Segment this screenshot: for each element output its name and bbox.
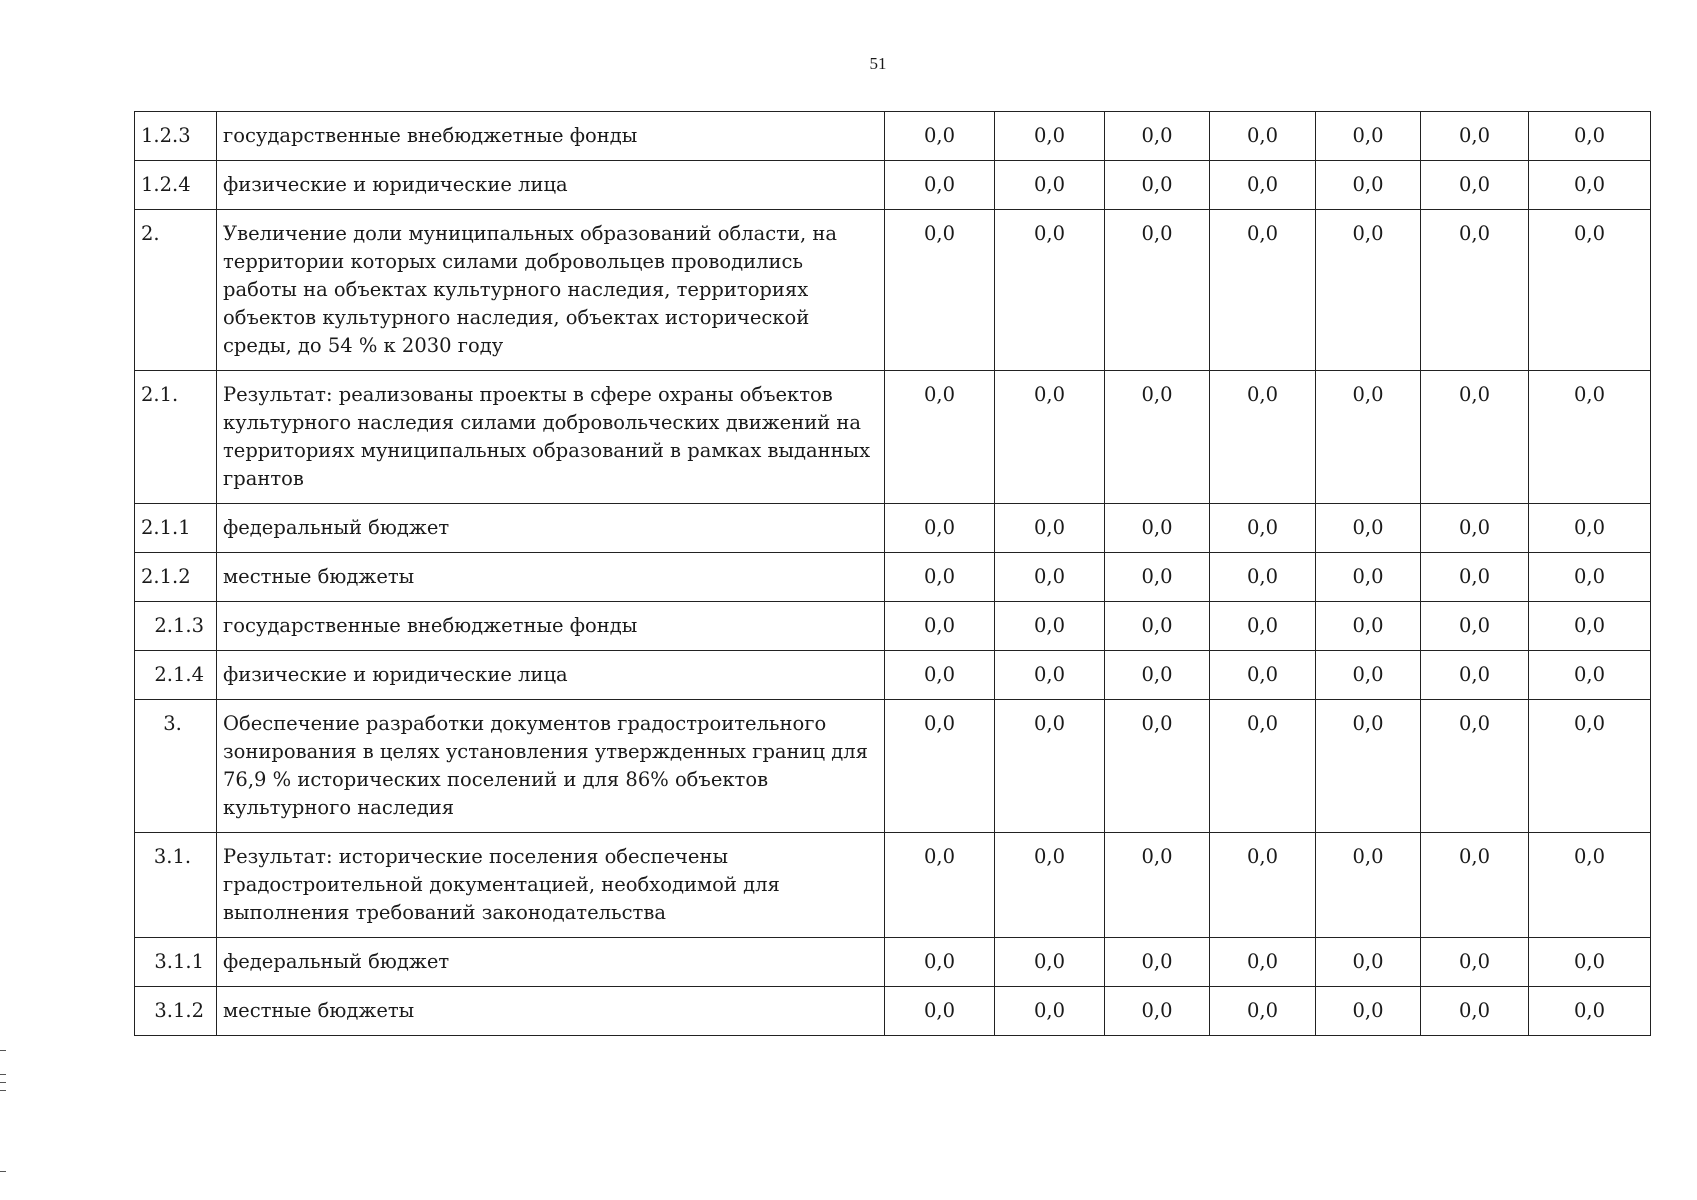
table-row <box>135 161 1651 210</box>
row-number: 2.1. <box>135 371 217 504</box>
value-cell: 0,0 <box>1529 371 1651 504</box>
value-cell: 0,0 <box>1421 938 1529 987</box>
value-cell: 0,0 <box>1421 553 1529 602</box>
value-cell: 0,0 <box>1105 371 1210 504</box>
table-row <box>135 112 1651 161</box>
value-cell: 0,0 <box>1210 602 1316 651</box>
row-number: 3.1. <box>135 833 217 938</box>
value-cell: 0,0 <box>885 700 995 833</box>
scan-mark <box>0 1171 6 1172</box>
value-cell: 0,0 <box>1105 112 1210 161</box>
value-cell: 0,0 <box>1529 504 1651 553</box>
value-cell: 0,0 <box>1421 161 1529 210</box>
row-number: 2.1.4 <box>135 651 217 700</box>
value-cell: 0,0 <box>995 833 1105 938</box>
value-cell: 0,0 <box>1316 938 1421 987</box>
row-description: Увеличение доли муниципальных образований области, на территории которых силами добровольцев проводились работы на объектах культурного наследия, территориях объектов культурного наследия, объектах исторической среды, до 54 % к 2030 году <box>217 210 885 371</box>
value-cell: 0,0 <box>1316 987 1421 1036</box>
value-cell: 0,0 <box>1210 651 1316 700</box>
value-cell: 0,0 <box>1210 371 1316 504</box>
value-cell: 0,0 <box>1529 112 1651 161</box>
value-cell: 0,0 <box>1421 371 1529 504</box>
value-cell: 0,0 <box>1529 833 1651 938</box>
value-cell: 0,0 <box>995 504 1105 553</box>
table-row <box>135 602 1651 651</box>
value-cell: 0,0 <box>1316 833 1421 938</box>
value-cell: 0,0 <box>995 371 1105 504</box>
value-cell: 0,0 <box>1210 938 1316 987</box>
value-cell: 0,0 <box>1105 553 1210 602</box>
value-cell: 0,0 <box>1529 602 1651 651</box>
table-row <box>135 833 1651 938</box>
value-cell: 0,0 <box>1210 553 1316 602</box>
table-row <box>135 553 1651 602</box>
row-number: 2.1.3 <box>135 602 217 651</box>
value-cell: 0,0 <box>885 553 995 602</box>
value-cell: 0,0 <box>885 651 995 700</box>
value-cell: 0,0 <box>1105 504 1210 553</box>
value-cell: 0,0 <box>1316 112 1421 161</box>
value-cell: 0,0 <box>1316 602 1421 651</box>
value-cell: 0,0 <box>995 938 1105 987</box>
value-cell: 0,0 <box>885 112 995 161</box>
row-description: федеральный бюджет <box>217 938 885 987</box>
table-row <box>135 651 1651 700</box>
value-cell: 0,0 <box>1210 987 1316 1036</box>
row-description: физические и юридические лица <box>217 161 885 210</box>
row-number: 3.1.2 <box>135 987 217 1036</box>
scan-mark <box>0 1090 6 1091</box>
value-cell: 0,0 <box>995 210 1105 371</box>
table-row <box>135 210 1651 371</box>
row-description: местные бюджеты <box>217 553 885 602</box>
scan-mark <box>0 1074 6 1075</box>
value-cell: 0,0 <box>1421 504 1529 553</box>
value-cell: 0,0 <box>1210 210 1316 371</box>
row-number: 2.1.1 <box>135 504 217 553</box>
value-cell: 0,0 <box>1316 210 1421 371</box>
scan-mark <box>0 1050 6 1051</box>
row-description: государственные внебюджетные фонды <box>217 602 885 651</box>
value-cell: 0,0 <box>1105 602 1210 651</box>
value-cell: 0,0 <box>1421 210 1529 371</box>
row-description: местные бюджеты <box>217 987 885 1036</box>
value-cell: 0,0 <box>1529 987 1651 1036</box>
value-cell: 0,0 <box>1105 938 1210 987</box>
value-cell: 0,0 <box>1105 700 1210 833</box>
value-cell: 0,0 <box>1316 553 1421 602</box>
value-cell: 0,0 <box>1316 371 1421 504</box>
value-cell: 0,0 <box>1210 700 1316 833</box>
value-cell: 0,0 <box>995 112 1105 161</box>
value-cell: 0,0 <box>885 987 995 1036</box>
value-cell: 0,0 <box>1421 651 1529 700</box>
value-cell: 0,0 <box>1421 987 1529 1036</box>
scan-mark <box>0 1082 6 1083</box>
value-cell: 0,0 <box>885 833 995 938</box>
table-row <box>135 371 1651 504</box>
value-cell: 0,0 <box>1421 700 1529 833</box>
value-cell: 0,0 <box>1316 504 1421 553</box>
page-number: 51 <box>869 54 887 73</box>
value-cell: 0,0 <box>885 161 995 210</box>
value-cell: 0,0 <box>1210 112 1316 161</box>
value-cell: 0,0 <box>1421 112 1529 161</box>
table-body <box>135 112 1651 1036</box>
table-row <box>135 938 1651 987</box>
value-cell: 0,0 <box>1421 602 1529 651</box>
row-number: 2.1.2 <box>135 553 217 602</box>
value-cell: 0,0 <box>1210 504 1316 553</box>
table-row <box>135 504 1651 553</box>
value-cell: 0,0 <box>1529 651 1651 700</box>
row-description: Результат: реализованы проекты в сфере охраны объектов культурного наследия силами добровольческих движений на территориях муниципальных образований в рамках выданных грантов <box>217 371 885 504</box>
value-cell: 0,0 <box>1105 833 1210 938</box>
value-cell: 0,0 <box>1529 161 1651 210</box>
row-description: федеральный бюджет <box>217 504 885 553</box>
row-description: Обеспечение разработки документов градостроительного зонирования в целях установления утвержденных границ для 76,9 % исторических поселений и для 86% объектов культурного наследия <box>217 700 885 833</box>
value-cell: 0,0 <box>1529 210 1651 371</box>
row-description: государственные внебюджетные фонды <box>217 112 885 161</box>
value-cell: 0,0 <box>885 371 995 504</box>
row-number: 3.1.1 <box>135 938 217 987</box>
value-cell: 0,0 <box>1529 938 1651 987</box>
value-cell: 0,0 <box>1105 210 1210 371</box>
row-description: Результат: исторические поселения обеспечены градостроительной документацией, необходимой для выполнения требований законодательства <box>217 833 885 938</box>
value-cell: 0,0 <box>1529 700 1651 833</box>
row-description: физические и юридические лица <box>217 651 885 700</box>
row-number: 1.2.4 <box>135 161 217 210</box>
value-cell: 0,0 <box>995 987 1105 1036</box>
value-cell: 0,0 <box>885 938 995 987</box>
value-cell: 0,0 <box>1210 833 1316 938</box>
value-cell: 0,0 <box>1316 651 1421 700</box>
value-cell: 0,0 <box>1105 651 1210 700</box>
value-cell: 0,0 <box>1529 553 1651 602</box>
value-cell: 0,0 <box>885 210 995 371</box>
value-cell: 0,0 <box>1421 833 1529 938</box>
value-cell: 0,0 <box>1316 161 1421 210</box>
value-cell: 0,0 <box>995 553 1105 602</box>
value-cell: 0,0 <box>995 651 1105 700</box>
row-number: 1.2.3 <box>135 112 217 161</box>
value-cell: 0,0 <box>1105 161 1210 210</box>
row-number: 3. <box>135 700 217 833</box>
table-row <box>135 987 1651 1036</box>
value-cell: 0,0 <box>995 602 1105 651</box>
value-cell: 0,0 <box>1105 987 1210 1036</box>
value-cell: 0,0 <box>1316 700 1421 833</box>
value-cell: 0,0 <box>885 504 995 553</box>
value-cell: 0,0 <box>995 700 1105 833</box>
row-number: 2. <box>135 210 217 371</box>
funding-table <box>134 111 1651 1036</box>
value-cell: 0,0 <box>1210 161 1316 210</box>
value-cell: 0,0 <box>885 602 995 651</box>
table-row <box>135 700 1651 833</box>
value-cell: 0,0 <box>995 161 1105 210</box>
